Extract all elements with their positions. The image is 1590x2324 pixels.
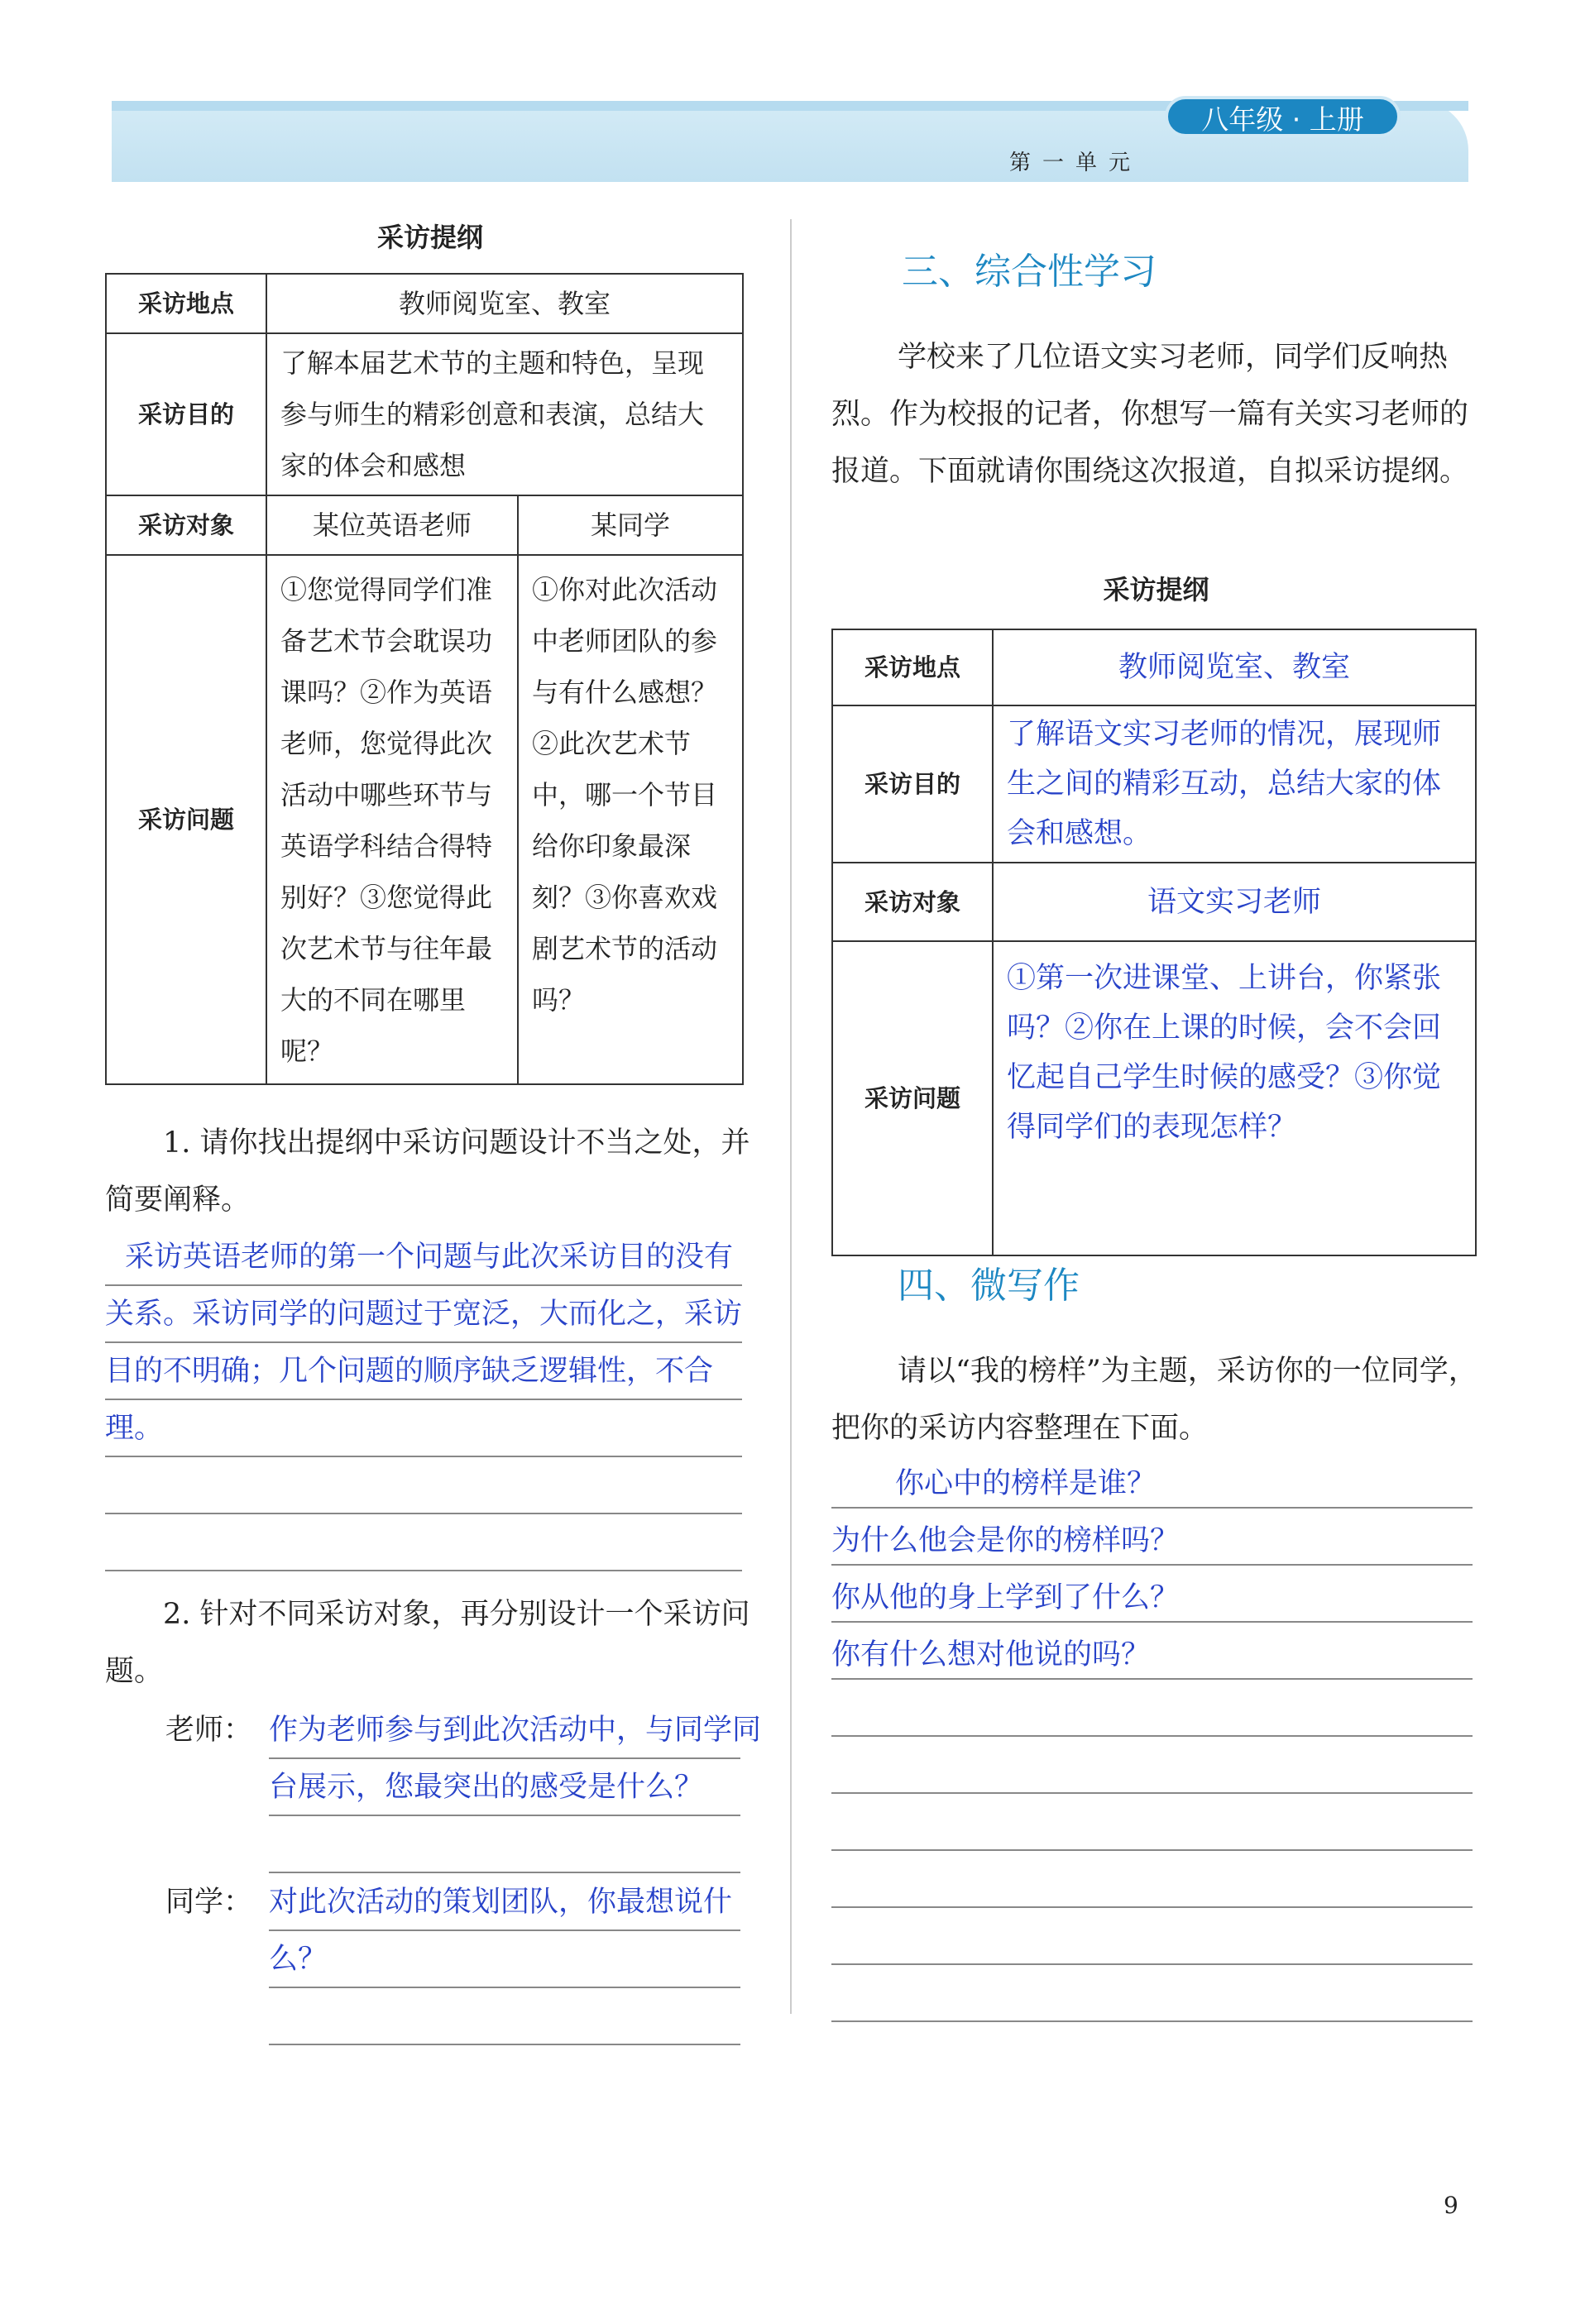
question-1: 1. 请你找出提纲中采访问题设计不当之处，并简要阐释。 (105, 1126, 750, 1217)
answer-line (105, 1341, 742, 1343)
right-answer-line-1: 你心中的榜样是谁？ (895, 1467, 1157, 1500)
unit-title: 第一单元 (1008, 151, 1142, 175)
section-3-title: 三、综合性学习 (902, 251, 1157, 293)
left-purpose-value: 了解本届艺术节的主题和特色，呈现参与师生的精彩创意和表演，总结大家的体会和感想 (266, 333, 743, 495)
teacher-answer-line (269, 1757, 740, 1759)
column-divider (790, 219, 792, 2014)
writing-line (831, 1621, 1473, 1623)
student-answer: 对此次活动的策划团队，你最想说什么？ (269, 1886, 733, 1976)
writing-line (831, 1564, 1473, 1566)
left-target-teacher: 某位英语老师 (266, 495, 518, 555)
right-place-value: 教师阅览室、教室 (993, 629, 1476, 705)
student-answer-line (269, 2044, 740, 2045)
student-answer-line (269, 1929, 740, 1931)
writing-line (831, 1678, 1473, 1680)
left-place-value: 教师阅览室、教室 (266, 274, 743, 333)
student-label: 同学： (165, 1886, 253, 1919)
teacher-answer-line (269, 1872, 740, 1873)
writing-line (831, 1735, 1473, 1737)
answer-1: 采访英语老师的第一个问题与此次采访目的没有关系。采访同学的问题过于宽泛，大而化之，采访目的不明确；几个问题的顺序缺乏逻辑性，不合理。 (105, 1241, 743, 1445)
teacher-label: 老师： (165, 1714, 253, 1747)
left-question-label: 采访问题 (106, 555, 266, 1084)
right-answer-line-4: 你有什么想对他说的吗？ (831, 1638, 1151, 1671)
left-place-label: 采访地点 (106, 274, 266, 333)
right-question-label: 采访问题 (832, 941, 993, 1255)
teacher-answer: 作为老师参与到此次活动中，与同学同台展示，您最突出的感受是什么？ (269, 1714, 762, 1804)
writing-line (831, 2020, 1473, 2022)
teacher-answer-line (269, 1815, 740, 1816)
answer-line (105, 1399, 742, 1400)
writing-line (831, 1507, 1473, 1509)
left-target-label: 采访对象 (106, 495, 266, 555)
right-target-value: 语文实习老师 (993, 863, 1476, 941)
right-answer-line-2: 为什么他会是你的榜样吗？ (831, 1524, 1180, 1557)
answer-line (105, 1513, 742, 1514)
student-answer-line (269, 1987, 740, 1988)
right-questions-value: ①第一次进课堂、上讲台，你紧张吗？②你在上课的时候，会不会回忆起自己学生时候的感受？③你觉得同学们的表现怎样？ (993, 941, 1476, 1255)
left-interview-table (105, 273, 744, 1085)
right-place-label: 采访地点 (832, 629, 993, 705)
answer-line (105, 1456, 742, 1457)
left-purpose-label: 采访目的 (106, 333, 266, 495)
writing-line (831, 1792, 1473, 1794)
right-target-label: 采访对象 (832, 863, 993, 941)
left-questions-student: ①你对此次活动中老师团队的参与有什么感想？②此次艺术节中，哪一个节目给你印象最深刻？③你喜欢戏剧艺术节的活动吗？ (518, 555, 743, 1084)
writing-line (831, 1849, 1473, 1851)
left-questions-teacher: ①您觉得同学们准备艺术节会耽误功课吗？②作为英语老师，您觉得此次活动中哪些环节与英语学科结合得特别好？③您觉得此次艺术节与往年最大的不同在哪里呢？ (266, 555, 518, 1084)
writing-line (831, 1906, 1473, 1908)
right-purpose-label: 采访目的 (832, 705, 993, 863)
grade-badge: 八年级 · 上册 (1165, 96, 1401, 137)
page-number: 9 (1444, 2192, 1458, 2219)
section-4-title: 四、微写作 (898, 1265, 1080, 1307)
right-purpose-value: 了解语文实习老师的情况，展现师生之间的精彩互动，总结大家的体会和感想。 (993, 705, 1476, 863)
answer-line (105, 1284, 742, 1286)
left-target-student: 某同学 (518, 495, 743, 555)
section-4-text: 请以“我的榜样”为主题，采访你的一位同学，把你的采访内容整理在下面。 (831, 1355, 1477, 1445)
section-3-text: 学校来了几位语文实习老师，同学们反响热烈。作为校报的记者，你想写一篇有关实习老师的报道。下面就请你围绕这次报道，自拟采访提纲。 (831, 341, 1469, 488)
right-interview-table (831, 629, 1477, 1256)
answer-line (105, 1570, 742, 1571)
right-answer-line-3: 你从他的身上学到了什么？ (831, 1581, 1180, 1614)
question-2: 2. 针对不同采访对象，再分别设计一个采访问题。 (105, 1598, 750, 1688)
writing-line (831, 1963, 1473, 1965)
left-table-caption: 采访提纲 (376, 222, 483, 253)
right-table-caption: 采访提纲 (1103, 574, 1209, 605)
